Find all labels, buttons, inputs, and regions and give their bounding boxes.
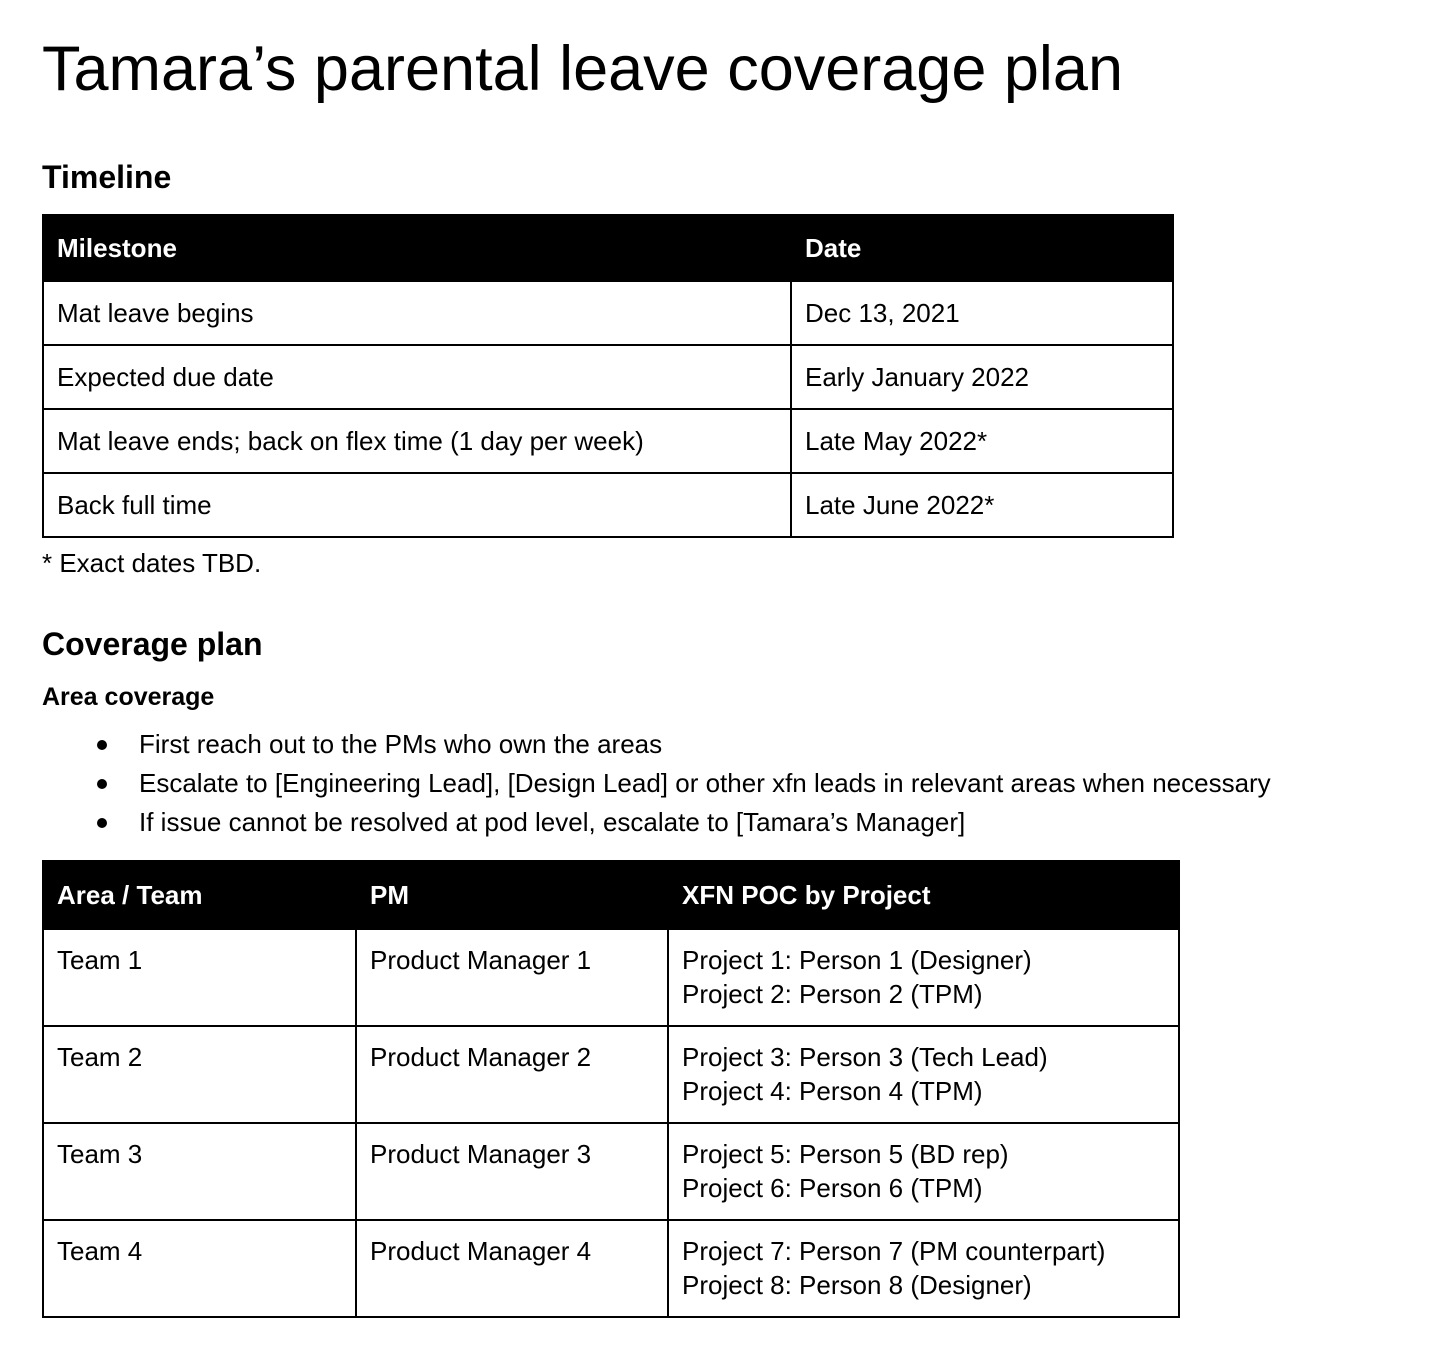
area-coverage-list [42, 725, 1410, 842]
table-row [43, 1220, 1179, 1317]
date-column-header: Date [791, 215, 1173, 281]
pm-cell: Product Manager 2 [356, 1026, 668, 1123]
coverage-table [42, 860, 1180, 1318]
pm-column-header: PM [356, 861, 668, 929]
poc-cell [668, 1220, 1179, 1317]
table-row [43, 473, 1173, 537]
milestone-cell: Mat leave begins [43, 281, 791, 345]
poc-line: Project 5: Person 5 (BD rep) [682, 1139, 1009, 1170]
table-row [43, 929, 1179, 1026]
team-cell: Team 3 [43, 1123, 356, 1220]
poc-cell [668, 1123, 1179, 1220]
poc-line: Project 1: Person 1 (Designer) [682, 945, 1032, 976]
area-team-column-header: Area / Team [43, 861, 356, 929]
document-title: Tamara’s parental leave coverage plan [42, 34, 1123, 104]
milestone-cell: Expected due date [43, 345, 791, 409]
poc-line: Project 6: Person 6 (TPM) [682, 1173, 983, 1204]
timeline-header-row [43, 215, 1173, 281]
pm-cell: Product Manager 1 [356, 929, 668, 1026]
milestone-cell: Back full time [43, 473, 791, 537]
date-cell: Early January 2022 [791, 345, 1173, 409]
table-row [43, 281, 1173, 345]
poc-line: Project 4: Person 4 (TPM) [682, 1076, 983, 1107]
team-cell: Team 1 [43, 929, 356, 1026]
list-item: First reach out to the PMs who own the areas [139, 725, 1410, 764]
table-row [43, 409, 1173, 473]
poc-cell [668, 929, 1179, 1026]
poc-line: Project 2: Person 2 (TPM) [682, 979, 983, 1010]
pm-cell: Product Manager 4 [356, 1220, 668, 1317]
date-cell: Dec 13, 2021 [791, 281, 1173, 345]
coverage-plan-heading: Coverage plan [42, 626, 263, 663]
milestone-column-header: Milestone [43, 215, 791, 281]
team-cell: Team 4 [43, 1220, 356, 1317]
area-coverage-subheading: Area coverage [42, 683, 215, 712]
poc-line: Project 3: Person 3 (Tech Lead) [682, 1042, 1048, 1073]
coverage-header-row [43, 861, 1179, 929]
xfn-poc-column-header: XFN POC by Project [668, 861, 1179, 929]
milestone-cell: Mat leave ends; back on flex time (1 day per week) [43, 409, 791, 473]
list-item: Escalate to [Engineering Lead], [Design Lead] or other xfn leads in relevant areas when necessary [139, 764, 1410, 803]
poc-line: Project 8: Person 8 (Designer) [682, 1270, 1032, 1301]
timeline-table [42, 214, 1174, 538]
list-item: If issue cannot be resolved at pod level, escalate to [Tamara’s Manager] [139, 803, 1410, 842]
date-cell: Late May 2022* [791, 409, 1173, 473]
timeline-footnote: * Exact dates TBD. [42, 548, 262, 579]
poc-cell [668, 1026, 1179, 1123]
table-row [43, 1026, 1179, 1123]
team-cell: Team 2 [43, 1026, 356, 1123]
pm-cell: Product Manager 3 [356, 1123, 668, 1220]
table-row [43, 1123, 1179, 1220]
table-row [43, 345, 1173, 409]
poc-line: Project 7: Person 7 (PM counterpart) [682, 1236, 1106, 1267]
date-cell: Late June 2022* [791, 473, 1173, 537]
timeline-heading: Timeline [42, 159, 172, 196]
